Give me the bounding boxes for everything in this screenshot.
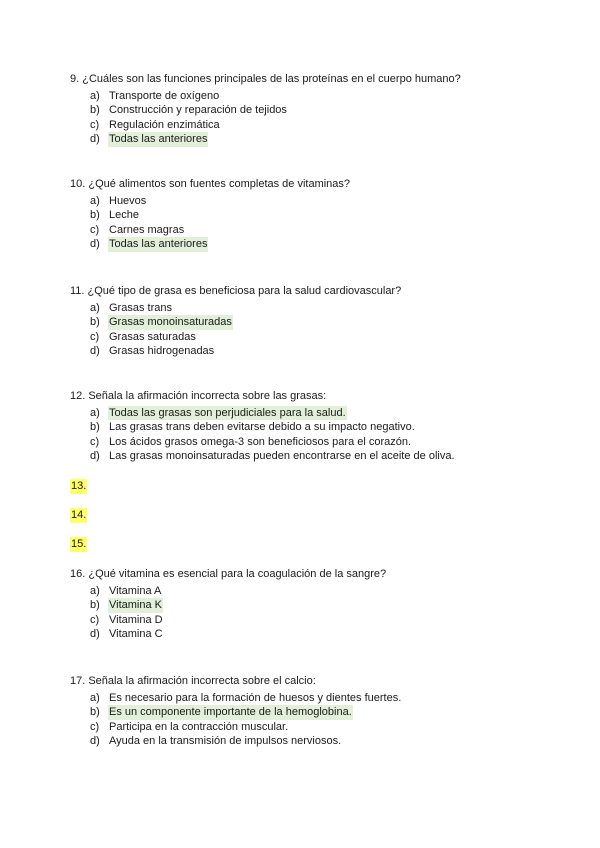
option-text: Grasas monoinsaturadas <box>109 316 232 329</box>
question-13-number: 13. <box>71 480 87 492</box>
question-title: 12. Señala la afirmación incorrecta sobre las grasas: <box>70 390 327 402</box>
option-text: Regulación enzimática <box>109 118 220 131</box>
option-letter: c) <box>90 613 100 626</box>
option-text: Grasas hidrogenadas <box>109 345 215 358</box>
option-list <box>70 406 570 464</box>
option <box>70 449 570 464</box>
option <box>70 720 570 735</box>
question-10 <box>70 177 570 252</box>
option-correct <box>70 237 570 252</box>
question-title: 9. ¿Cuáles son las funciones principales de las proteínas en el cuerpo humano? <box>70 73 461 85</box>
option <box>70 118 570 133</box>
option-letter: c) <box>90 330 100 343</box>
option-letter: d) <box>90 345 100 358</box>
option-letter: b) <box>90 706 100 719</box>
question-11 <box>70 284 570 359</box>
option-letter: b) <box>90 316 100 329</box>
option-text: Vitamina A <box>109 584 162 597</box>
option <box>70 627 570 642</box>
option-correct <box>70 406 570 421</box>
question-12 <box>70 389 570 464</box>
question-17 <box>70 674 570 749</box>
option <box>70 344 570 359</box>
option <box>70 420 570 435</box>
option-letter: d) <box>90 450 100 463</box>
option-letter: d) <box>90 133 100 146</box>
question-9 <box>70 72 570 147</box>
option-letter: a) <box>90 584 100 597</box>
option-correct <box>70 705 570 720</box>
option-list <box>70 89 570 147</box>
option-list <box>70 194 570 252</box>
option <box>70 103 570 118</box>
option <box>70 330 570 345</box>
option-text: Leche <box>109 209 139 222</box>
option-letter: c) <box>90 223 100 236</box>
option <box>70 435 570 450</box>
question-title: 17. Señala la afirmación incorrecta sobre el calcio: <box>70 675 316 687</box>
option-text: Ayuda en la transmisión de impulsos nerviosos. <box>109 735 342 748</box>
option <box>70 223 570 238</box>
option-text: Las grasas monoinsaturadas pueden encontrarse en el aceite de oliva. <box>109 450 455 463</box>
option-text: Grasas trans <box>109 301 172 314</box>
option-text: Es un componente importante de la hemoglobina. <box>109 706 352 719</box>
question-14-number: 14. <box>71 509 87 521</box>
option-text: Todas las anteriores <box>109 238 208 251</box>
option-letter: b) <box>90 209 100 222</box>
option-text: Todas las grasas son perjudiciales para la salud. <box>109 406 346 419</box>
question-title: 11. ¿Qué tipo de grasa es beneficiosa para la salud cardiovascular? <box>70 285 402 297</box>
option-letter: b) <box>90 104 100 117</box>
option-letter: a) <box>90 406 100 419</box>
option-text: Transporte de oxígeno <box>109 89 220 102</box>
option-correct <box>70 315 570 330</box>
option-letter: a) <box>90 301 100 314</box>
option-letter: d) <box>90 628 100 641</box>
option <box>70 194 570 209</box>
option-letter: d) <box>90 238 100 251</box>
option <box>70 301 570 316</box>
option-letter: a) <box>90 89 100 102</box>
option-letter: c) <box>90 720 100 733</box>
option <box>70 691 570 706</box>
question-15-number: 15. <box>71 538 87 550</box>
option-text: Carnes magras <box>109 223 185 236</box>
option-list <box>70 691 570 749</box>
option-text: Vitamina D <box>109 613 163 626</box>
option <box>70 613 570 628</box>
option-letter: c) <box>90 435 100 448</box>
option-letter: d) <box>90 735 100 748</box>
option-correct <box>70 132 570 147</box>
option-text: Las grasas trans deben evitarse debido a su impacto negativo. <box>109 421 415 434</box>
option-letter: c) <box>90 118 100 131</box>
question-title: 16. ¿Qué vitamina es esencial para la coagulación de la sangre? <box>70 568 387 580</box>
option-text: Los ácidos grasos omega-3 son beneficiosos para el corazón. <box>109 435 412 448</box>
question-title: 10. ¿Qué alimentos son fuentes completas de vitaminas? <box>70 178 351 190</box>
option-letter: b) <box>90 421 100 434</box>
option-text: Huevos <box>109 194 147 207</box>
option-text: Construcción y reparación de tejidos <box>109 104 287 117</box>
option <box>70 584 570 599</box>
option-letter: a) <box>90 691 100 704</box>
option-text: Participa en la contracción muscular. <box>109 720 289 733</box>
option <box>70 208 570 223</box>
option-text: Es necesario para la formación de huesos y dientes fuertes. <box>109 691 402 704</box>
question-16 <box>70 567 570 642</box>
option <box>70 89 570 104</box>
option-text: Vitamina C <box>109 628 163 641</box>
option <box>70 734 570 749</box>
option-text: Todas las anteriores <box>109 133 208 146</box>
option-correct <box>70 598 570 613</box>
option-list <box>70 301 570 359</box>
option-letter: b) <box>90 599 100 612</box>
option-text: Vitamina K <box>109 599 162 612</box>
option-text: Grasas saturadas <box>109 330 196 343</box>
option-letter: a) <box>90 194 100 207</box>
option-list <box>70 584 570 642</box>
